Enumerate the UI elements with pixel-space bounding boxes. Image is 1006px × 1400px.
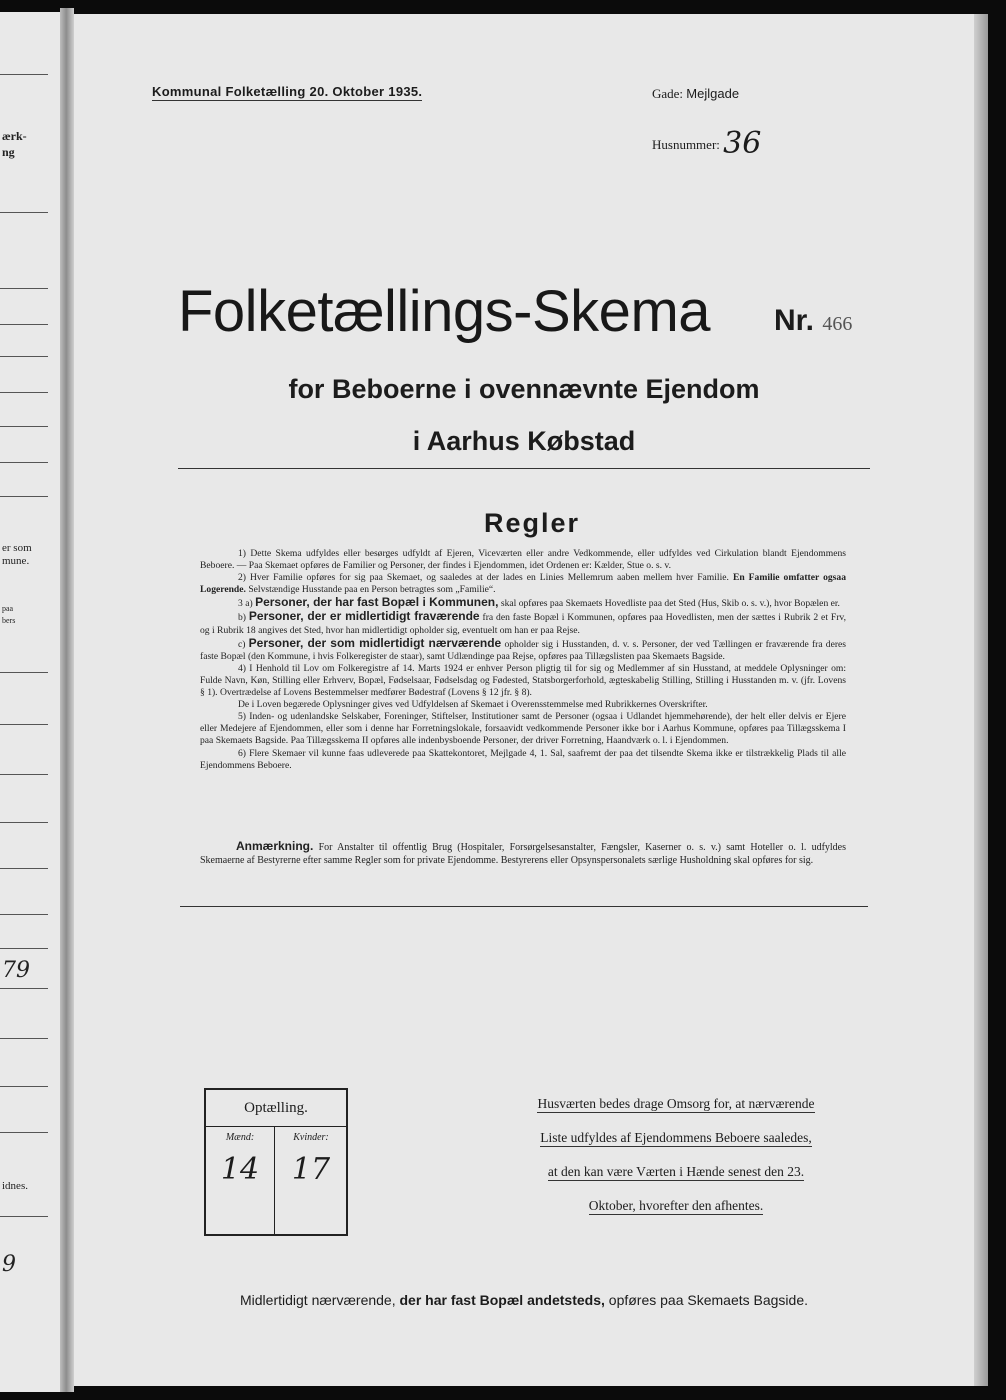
landlord-notice: [506, 1096, 846, 1232]
rule-1: 1) Dette Skema udfyldes eller besørges udfyldt af Ejeren, Viceværten eller andre Vedkommende, eller udfyldes ved Cirkulation blandt Ejendommens Beboere. — Paa Skemaet opføres de Familier og Personer, der findes i Ejendommen, idet Ordenen er: Kælder, Stue o. s. v.: [200, 548, 846, 572]
left-handwriting: 9: [2, 1252, 16, 1277]
women-count: 17: [291, 1152, 331, 1187]
footer-note: Midlertidigt nærværende, der har fast Bopæl andetsteds, opføres paa Skemaets Bagside.: [239, 1292, 809, 1308]
rule-4b: De i Loven begærede Oplysninger gives ved Udfyldelsen af Skemaet i Overensstemmelse med Rubrikkernes Overskrifter.: [238, 699, 708, 711]
notice-line: Oktober, hvorefter den afhentes.: [588, 1198, 764, 1213]
left-fragment: idnes.: [2, 1180, 28, 1192]
house-number-value: 36: [723, 126, 762, 161]
book-spine: [60, 8, 74, 1392]
form-subtitle: for Beboerne i ovennævnte Ejendom: [288, 374, 760, 404]
page-edge: [974, 14, 988, 1386]
form-title: Folketællings-Skema: [178, 279, 711, 344]
form-number: [774, 304, 852, 338]
left-fragment: paa: [2, 604, 14, 613]
notice-line: at den kan være Værten i Hænde senest den 23.: [547, 1164, 805, 1179]
notice-line: Liste udfyldes af Ejendommens Beboere saaledes,: [540, 1130, 812, 1145]
rule-2: 2) Hver Familie opføres for sig paa Skemaet, og saaledes at der lades en Linies Mellemrum aaben mellem hver Familie. En Familie omfatter ogsaa Logerende. Selvstændige Husstande paa en Person betragtes som „Familie“.: [200, 572, 846, 596]
notice-line: Husværten bedes drage Omsorg for, at nærværende: [537, 1096, 815, 1111]
rule-3a: 3 a) Personer, der har fast Bopæl i Kommunen, skal opføres paa Skemaets Hovedliste paa det Sted (Hus, Skib o. s. v.), hvor Bopælen er.: [238, 595, 840, 610]
remark-label: Anmærkning.: [236, 839, 314, 853]
women-label: Kvinder:: [293, 1132, 329, 1143]
men-label: Mænd:: [225, 1132, 255, 1143]
left-fragment: er som: [2, 542, 32, 554]
men-count: 14: [220, 1152, 260, 1187]
left-fragment: bers: [2, 616, 16, 625]
form-number-label: Nr.: [774, 304, 815, 337]
tally-box: [204, 1088, 348, 1236]
left-fragment: ærk-: [2, 129, 27, 143]
street-label: Gade:: [652, 86, 684, 101]
census-title-line: Kommunal Folketælling 20. Oktober 1935.: [152, 84, 423, 99]
house-number-label: Husnummer:: [652, 137, 720, 152]
street-value: Mejlgade: [686, 86, 740, 101]
tally-title: Optælling.: [206, 1090, 346, 1127]
left-handwriting: 79: [2, 958, 30, 983]
house-number-field: [652, 122, 762, 161]
form-municipality: i Aarhus Købstad: [412, 426, 636, 456]
street-field: [652, 86, 739, 102]
rules-text: [200, 548, 846, 772]
rule-3c: c) Personer, der som midlertidigt nærværende opholder sig i Husstanden, d. v. s. Personer, der ved Tællingen er fraværende fra deres faste Bopæl (den Kommune, i hvis Folkeregister de staar), samt Udlændinge paa Rejse, opføres paa Tillægslisten paa Skemaets Bagside.: [200, 635, 847, 662]
left-fragment: ng: [2, 145, 15, 159]
rule-3b: b) Personer, der er midlertidigt fraværende fra den faste Bopæl i Kommunen, opføres paa Hovedlisten, men der sættes i Rubrik 2 et Frv, og i Rubrik 18 angives det Sted, hvor han midlertidigt opholder sig, eventuelt om han er paa Rejse.: [200, 609, 846, 636]
rule-5: 5) Inden- og udenlandske Selskaber, Foreninger, Stiftelser, Institutioner samt de Personer (ogsaa i Udlandet hjemmehørende), der helt eller delvis er Ejere eller Medejere af Ejendommen, eller som i denne har Forretningslokale, forsaavidt vedkommende Personer ikke bor i Aarhus Kommune, opføres paa Tillægsskema I paa Skemaets Bagside. Paa Tillægsskema II opføres alle indenbysboende Personer, der driver Forretning, Haandværk o. l. i Ejendommen.: [200, 711, 846, 747]
form-number-value: 466: [822, 313, 853, 335]
rule-4: 4) I Henhold til Lov om Folkeregistre af 14. Marts 1924 er enhver Person pligtig til for sig og Medlemmer af sin Husstand, at meddele Oplysninger om: Fulde Navn, Køn, Stilling eller Erhverv, Bopæl, Fødselsaar, Fødselsdag og Fødested, Statsborgerforhold, ægteskabelig Stilling, Stilling i Husstanden m. v. (jfr. Lovens § 1). Overtrædelse af Lovens Bestemmelser medfører Bødestraf (Lovens § 12 jfr. § 8).: [200, 662, 846, 699]
left-page-sliver: [0, 12, 60, 1392]
tally-divider: [274, 1127, 275, 1234]
remark-text: For Anstalter til offentlig Brug (Hospitaler, Forsørgelsesanstalter, Fængsler, Kaserner o. s. v.) samt Hoteller o. l. udfyldes Skemaerne af Bestyrerne efter samme Regler som for private Ejendomme. Bestyrerens eller Opsynspersonalets særlige Husholdning skal opføres for sig.: [200, 842, 847, 866]
rule-6: 6) Flere Skemaer vil kunne faas udleverede paa Skattekontoret, Mejlgade 4, 1. Sal, saafremt der paa det tilsendte Skema ikke er tilstrækkelig Plads til alle Ejendommens Beboere.: [200, 747, 846, 771]
left-fragment: mune.: [2, 555, 30, 567]
divider: [180, 906, 868, 907]
remark: [200, 840, 846, 867]
rules-heading: Regler: [483, 508, 581, 538]
divider: [178, 468, 870, 469]
